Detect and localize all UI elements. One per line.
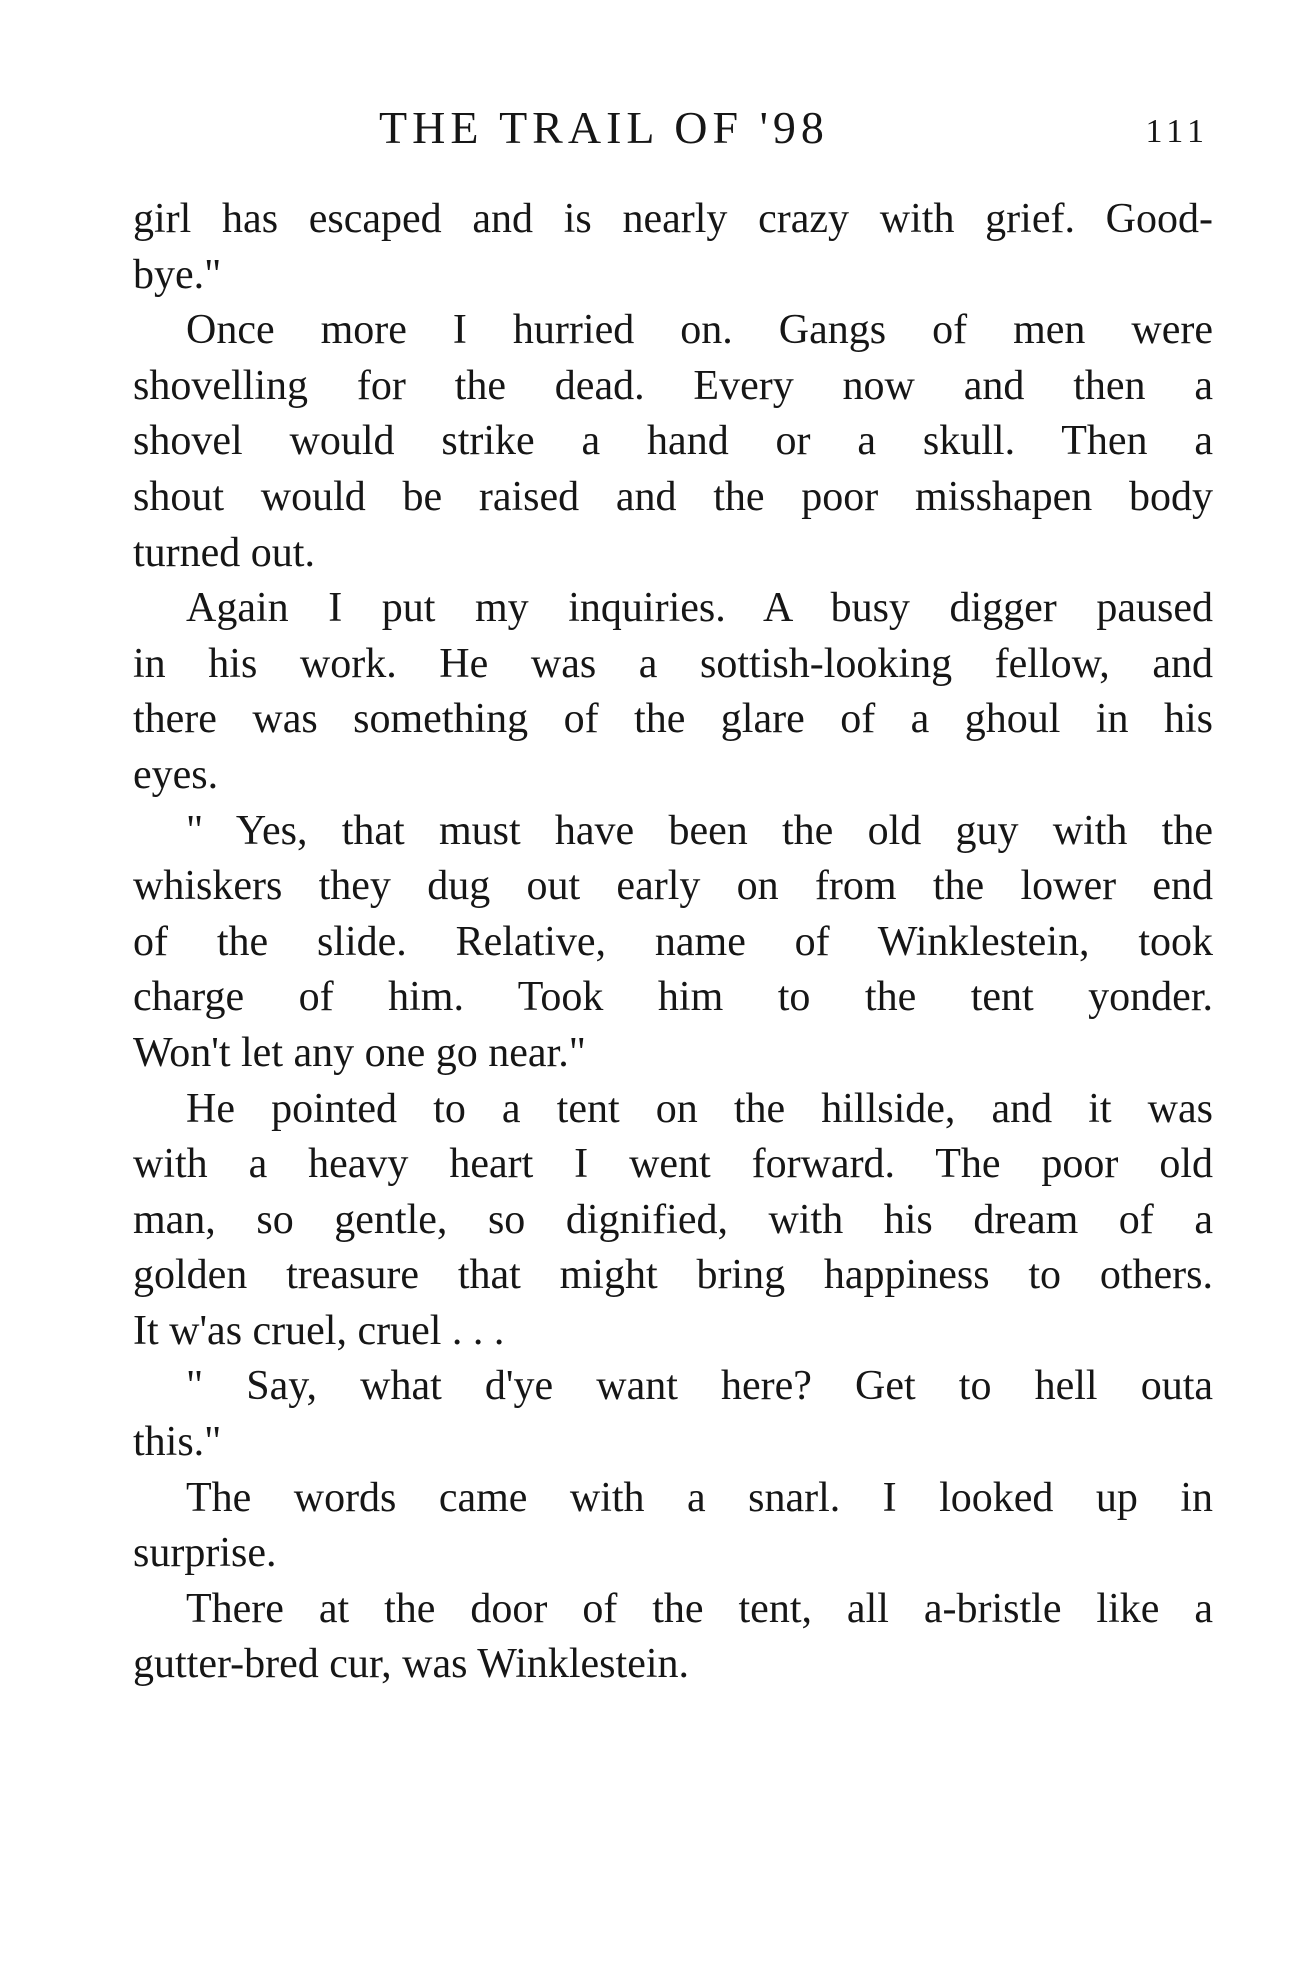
text-line: shovelling for the dead. Every now and then a [133, 362, 1213, 409]
text-line: bye." [133, 251, 222, 298]
text-line: Again I put my inquiries. A busy digger paused [186, 585, 1213, 632]
text-line: charge of him. Took him to the tent yonder. [133, 974, 1213, 1021]
text-line: eyes. [133, 751, 219, 798]
text-line: with a heavy heart I went forward. The poor old [133, 1141, 1213, 1188]
paragraph-1 [133, 192, 1213, 303]
text-line: Once more I hurried on. Gangs of men were [186, 307, 1213, 354]
paragraph-2 [133, 303, 1213, 581]
text-line: There at the door of the tent, all a-bristle like a [186, 1585, 1213, 1632]
paragraph-8 [133, 1582, 1213, 1693]
text-line: He pointed to a tent on the hillside, and it was [186, 1085, 1213, 1132]
running-title: THE TRAIL OF '98 [379, 102, 829, 153]
paragraph-5 [133, 1082, 1213, 1360]
text-line: " Say, what d'ye want here? Get to hell outa [186, 1363, 1213, 1410]
text-line: man, so gentle, so dignified, with his dream of a [133, 1196, 1213, 1243]
text-line: shout would be raised and the poor misshapen body [133, 473, 1213, 520]
running-head [133, 98, 1213, 158]
paragraph-6 [133, 1359, 1213, 1470]
body-text [133, 192, 1213, 1693]
paragraph-3 [133, 581, 1213, 803]
text-line: this." [133, 1419, 222, 1466]
text-line: turned out. [133, 529, 315, 576]
text-line: shovel would strike a hand or a skull. Then a [133, 418, 1213, 465]
text-line: It w'as cruel, cruel . . . [133, 1307, 505, 1354]
text-line: of the slide. Relative, name of Winklestein, took [133, 918, 1213, 965]
page-number: 111 [1145, 113, 1209, 150]
text-line: " Yes, that must have been the old guy with the [186, 807, 1213, 854]
text-line: surprise. [133, 1530, 277, 1577]
text-line: in his work. He was a sottish-looking fellow, and [133, 640, 1213, 687]
text-line: whiskers they dug out early on from the lower end [133, 863, 1213, 910]
text-line: golden treasure that might bring happiness to others. [133, 1252, 1213, 1299]
paragraph-7 [133, 1471, 1213, 1582]
text-line: there was something of the glare of a ghoul in his [133, 696, 1213, 743]
paragraph-4 [133, 804, 1213, 1082]
text-line: gutter-bred cur, was Winklestein. [133, 1641, 690, 1688]
text-line: girl has escaped and is nearly crazy with grief. Good- [133, 196, 1213, 242]
text-line: Won't let any one go near." [133, 1029, 586, 1076]
text-line: The words came with a snarl. I looked up in [186, 1474, 1213, 1521]
